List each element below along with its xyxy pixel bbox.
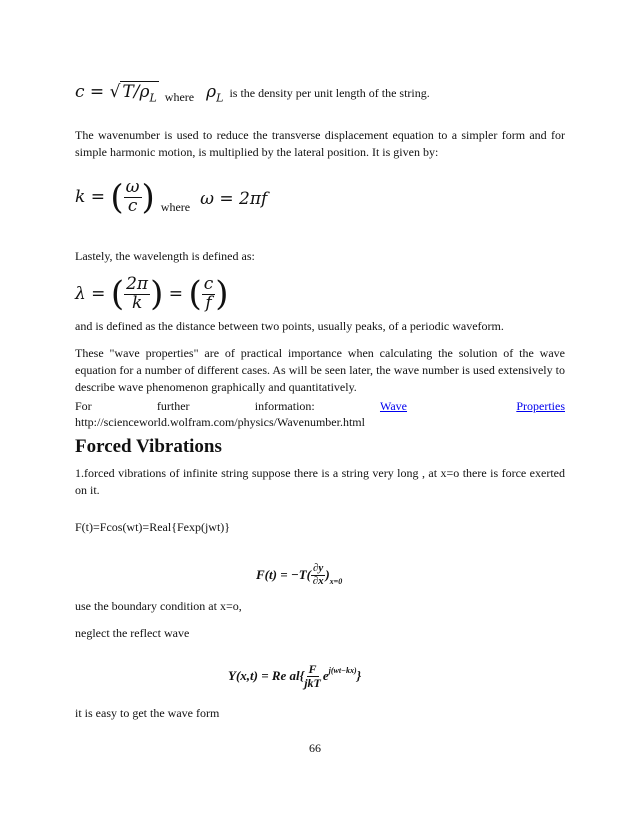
paragraph-boundary-condition: use the boundary condition at x=o, xyxy=(75,599,242,613)
rho-symbol: $\rho_L$ xyxy=(206,81,224,105)
equation-omega: ω = 2πf xyxy=(200,189,268,209)
where-label-1: where xyxy=(164,89,195,104)
equation-force-function: F(t)=Fcos(wt)=Real{Fexp(jwt)} xyxy=(75,520,231,534)
paragraph-forced-vibrations: 1.forced vibrations of infinite string suppose there is a string very long , at x=o there is force exerted on it. xyxy=(75,466,565,497)
rho-description: is the density per unit length of the string. xyxy=(229,85,430,100)
equation-boundary-force: F(t) = −T( $\frac{\partial y}{\partial x}$ ) $_{x=0}$ xyxy=(256,562,343,587)
further-url[interactable]: http://scienceworld.wolfram.com/physics/Wavenumber.html xyxy=(75,415,365,429)
equation-c: c = √ $T/\rho_L$ xyxy=(75,82,157,105)
wave-properties-link[interactable] xyxy=(380,398,565,415)
equation-wave-form: Y(x,t) = Re al{ $\frac{F}{\text{jkT}}$ e $^{j(wt-kx)}$ } xyxy=(228,662,362,690)
paragraph-definition: and is defined as the distance between two points, usually peaks, of a periodic waveform. xyxy=(75,319,504,333)
equation-k-line xyxy=(75,172,267,222)
paragraph-wave-properties: These "wave properties" are of practical importance when calculating the solution of the wave equation for a number of different cases. As will be seen later, the wave number is used extensively to describe wave phenomenon graphically and quantitatively. xyxy=(75,346,565,394)
further-information-line xyxy=(75,398,565,415)
equation-lambda: λ = ( $\frac{2\pi}{k}$ ) = ( $\frac{c}{f}$ ) xyxy=(75,273,229,314)
paragraph-lastly: Lastely, the wavelength is defined as: xyxy=(75,249,255,263)
further-word-2: further xyxy=(156,399,190,413)
equation-k: k = ( $\frac{\omega}{c}$ ) xyxy=(75,176,155,217)
where-label-2: where xyxy=(160,199,191,214)
further-word-3: information: xyxy=(254,399,315,413)
equation-c-line xyxy=(75,80,430,106)
further-word-1: For xyxy=(75,399,92,413)
section-heading-forced-vibrations: Forced Vibrations xyxy=(75,436,222,457)
page-number: 66 xyxy=(309,741,321,755)
paragraph-neglect-reflect: neglect the reflect wave xyxy=(75,626,190,640)
link-word-wave[interactable]: Wave xyxy=(379,399,408,413)
link-word-properties[interactable]: Properties xyxy=(516,399,565,413)
paragraph-wave-form: it is easy to get the wave form xyxy=(75,706,220,720)
paragraph-wavenumber: The wavenumber is used to reduce the transverse displacement equation to a simpler form and for simple harmonic motion, is multiplied by the lateral position. It is given by: xyxy=(75,128,565,159)
